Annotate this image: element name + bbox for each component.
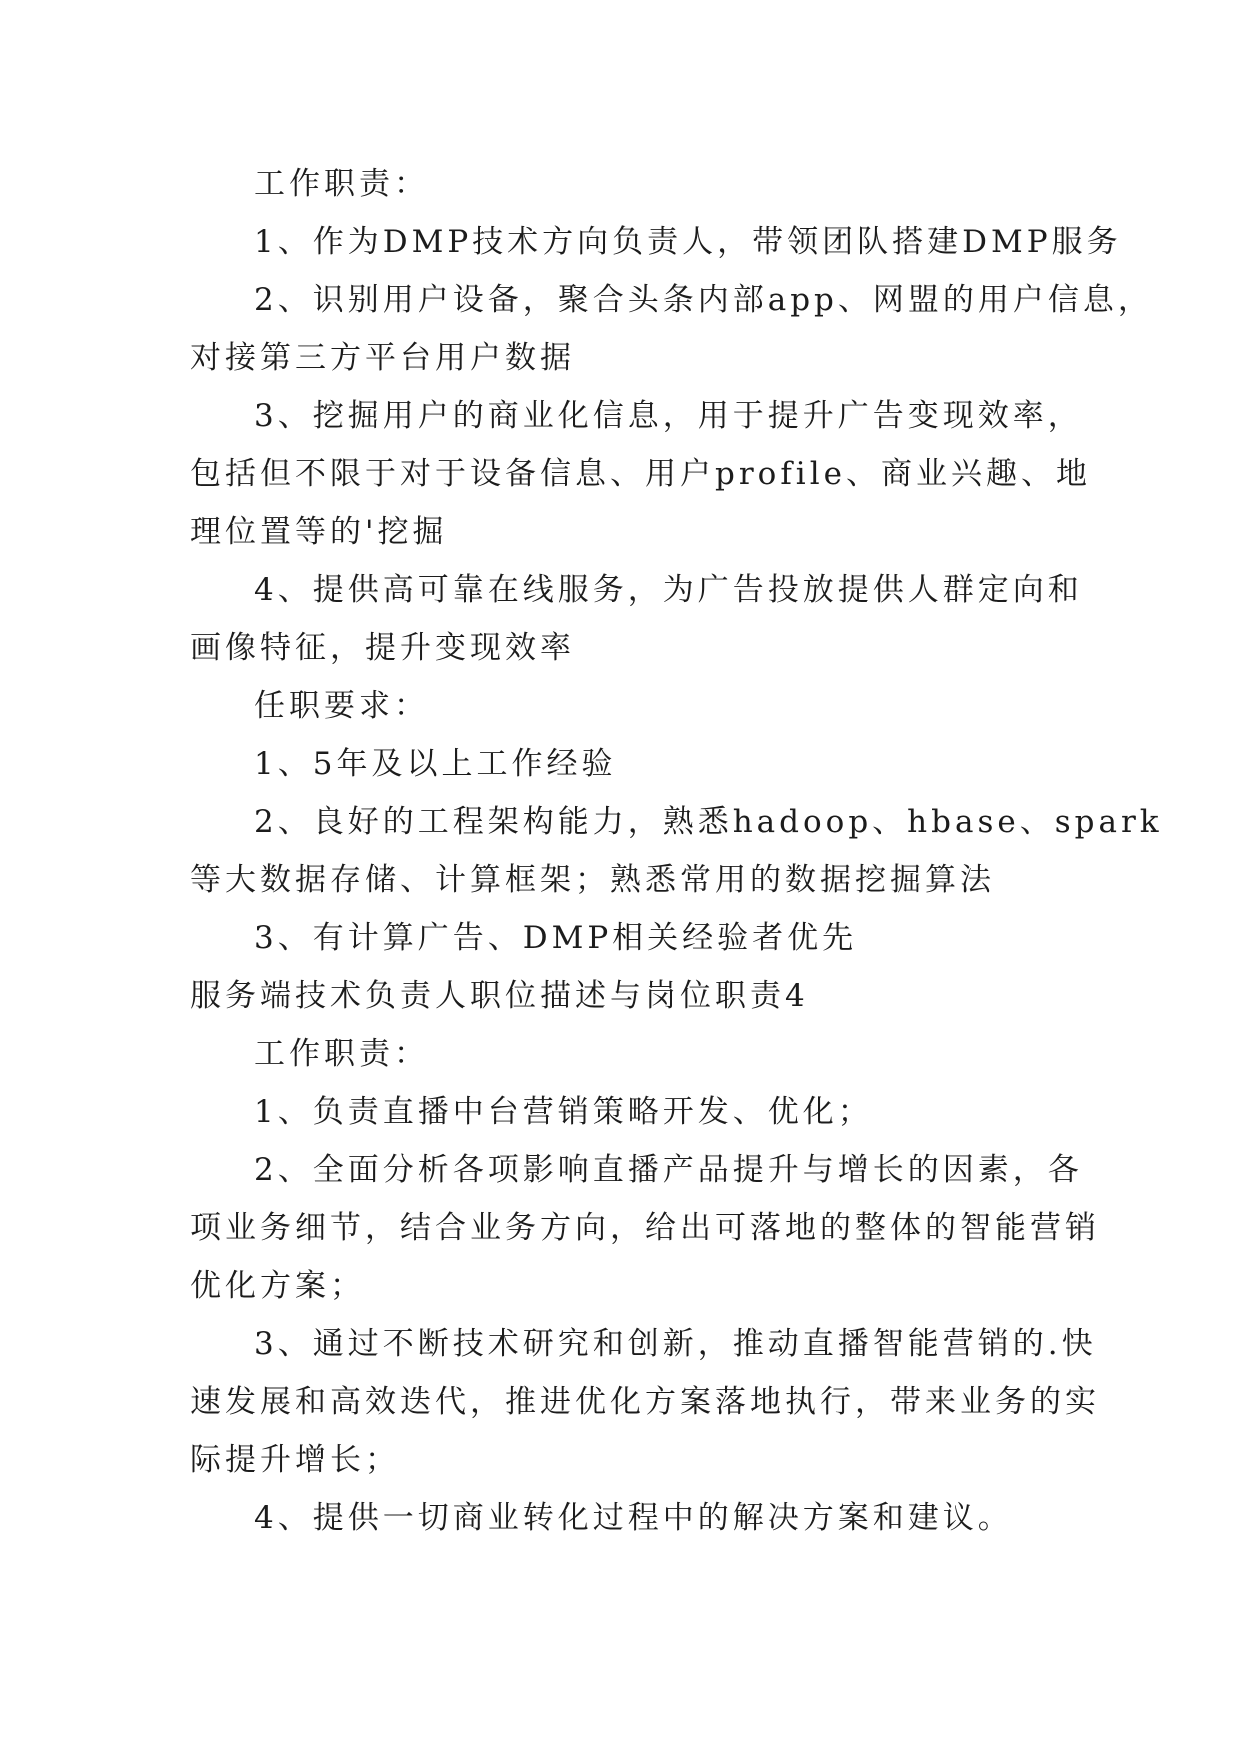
- text-line: 画像特征，提升变现效率: [190, 630, 575, 666]
- text-line: 项业务细节，结合业务方向，给出可落地的整体的智能营销: [190, 1210, 1100, 1246]
- text-line: 4、提供高可靠在线服务，为广告投放提供人群定向和: [254, 572, 1083, 608]
- text-line: 4、提供一切商业转化过程中的解决方案和建议。: [254, 1500, 1013, 1536]
- text-line: 工作职责：: [254, 166, 429, 202]
- text-line: 际提升增长；: [190, 1442, 400, 1478]
- text-line: 2、良好的工程架构能力，熟悉hadoop、hbase、spark: [254, 804, 1163, 840]
- text-line: 等大数据存储、计算框架；熟悉常用的数据挖掘算法: [190, 862, 995, 898]
- text-line: 1、5年及以上工作经验: [254, 746, 617, 782]
- text-line: 包括但不限于对于设备信息、用户profile、商业兴趣、地: [190, 456, 1091, 492]
- text-line: 速发展和高效迭代，推进优化方案落地执行，带来业务的实: [190, 1384, 1100, 1420]
- text-line: 理位置等的'挖掘: [190, 514, 448, 550]
- text-line: 3、有计算广告、DMP相关经验者优先: [254, 920, 858, 956]
- text-line: 3、挖掘用户的商业化信息，用于提升广告变现效率，: [254, 398, 1083, 434]
- text-line: 3、通过不断技术研究和创新，推动直播智能营销的.快: [254, 1326, 1097, 1362]
- text-line: 1、负责直播中台营销策略开发、优化；: [254, 1094, 873, 1130]
- section-heading: 任职要求：: [254, 688, 429, 724]
- text-line: 对接第三方平台用户数据: [190, 340, 575, 376]
- section-title: 服务端技术负责人职位描述与岗位职责4: [190, 978, 809, 1014]
- text-line: 2、识别用户设备，聚合头条内部app、网盟的用户信息，: [254, 282, 1153, 318]
- text-line: 2、全面分析各项影响直播产品提升与增长的因素，各: [254, 1152, 1083, 1188]
- text-line: 1、作为DMP技术方向负责人，带领团队搭建DMP服务: [254, 224, 1122, 260]
- text-line: 优化方案；: [190, 1268, 365, 1304]
- section-heading: 工作职责：: [254, 1036, 429, 1072]
- document-body: [190, 155, 1163, 1547]
